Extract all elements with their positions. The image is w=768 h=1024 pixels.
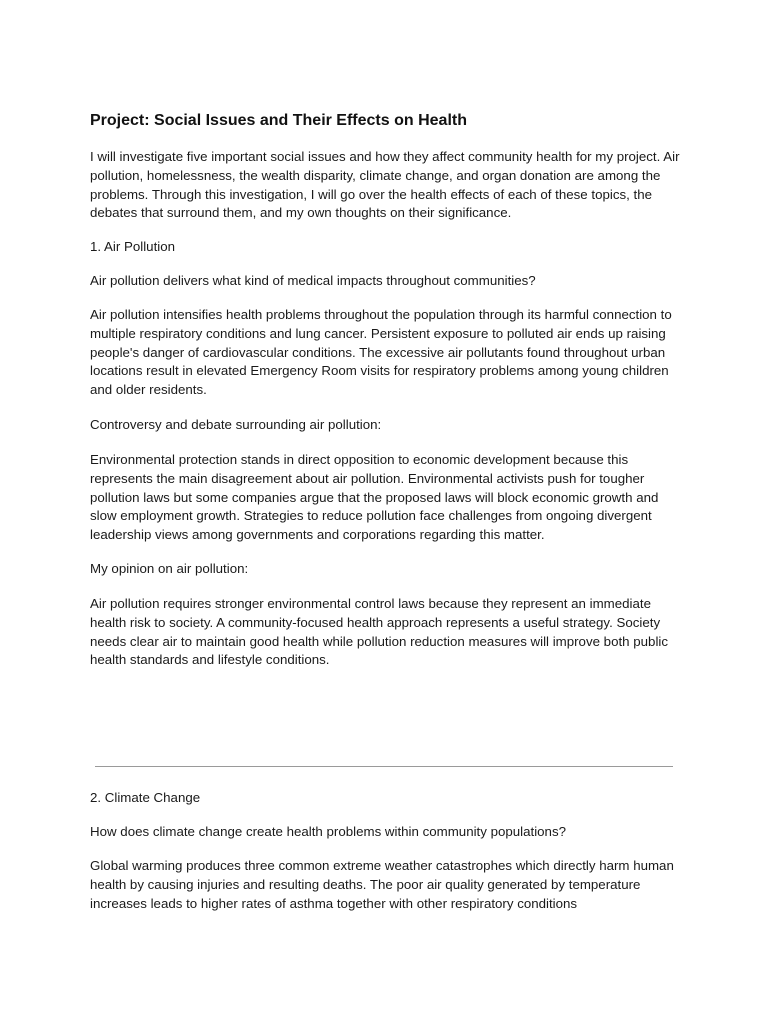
controversy-heading-air-pollution: Controversy and debate surrounding air pollution: [90,417,382,432]
controversy-paragraph-air-pollution: Environmental protection stands in direct opposition to economic development because this represents the main disagreement about air pollution. Environmental activists push for tougher pollution laws but some companies argue that the proposed laws will block economic growth and slow employment growth. Strategies to reduce pollution face challenges from ongoing divergent leadership views among governments and corporations regarding this matter. [90,452,659,543]
section-question-climate-change: How does climate change create health problems within community populations? [90,824,566,839]
section-heading-climate-change: 2. Climate Change [90,790,201,805]
opinion-heading-air-pollution: My opinion on air pollution: [90,561,249,576]
page-divider [95,766,673,767]
section-question-air-pollution: Air pollution delivers what kind of medical impacts throughout communities? [90,273,536,288]
intro-paragraph: I will investigate five important social issues and how they affect community health for my project. Air pollution, homelessness, the wealth disparity, climate change, and organ donation are among the problems. Through this investigation, I will go over the health effects of each of these topics, the debates that surround them, and my own thoughts on their significance. [90,149,680,221]
impacts-paragraph-air-pollution: Air pollution intensifies health problems throughout the population through its harmful connection to multiple respiratory conditions and lung cancer. Persistent exposure to polluted air ends up raising people's danger of cardiovascular conditions. The excessive air pollutants found throughout urban locations result in elevated Emergency Room visits for respiratory problems among young children and older residents. [90,307,672,398]
opinion-paragraph-air-pollution: Air pollution requires stronger environmental control laws because they represent an immediate health risk to society. A community-focused health approach represents a useful strategy. Society needs clear air to maintain good health while pollution reduction measures will improve both public health standards and lifestyle conditions. [90,596,668,668]
page-title: Project: Social Issues and Their Effects on Health [90,112,467,129]
section-heading-air-pollution: 1. Air Pollution [90,239,176,254]
impacts-paragraph-climate-change: Global warming produces three common extreme weather catastrophes which directly harm human health by causing injuries and resulting deaths. The poor air quality generated by temperature increases leads to higher rates of asthma together with other respiratory conditions [90,858,674,911]
